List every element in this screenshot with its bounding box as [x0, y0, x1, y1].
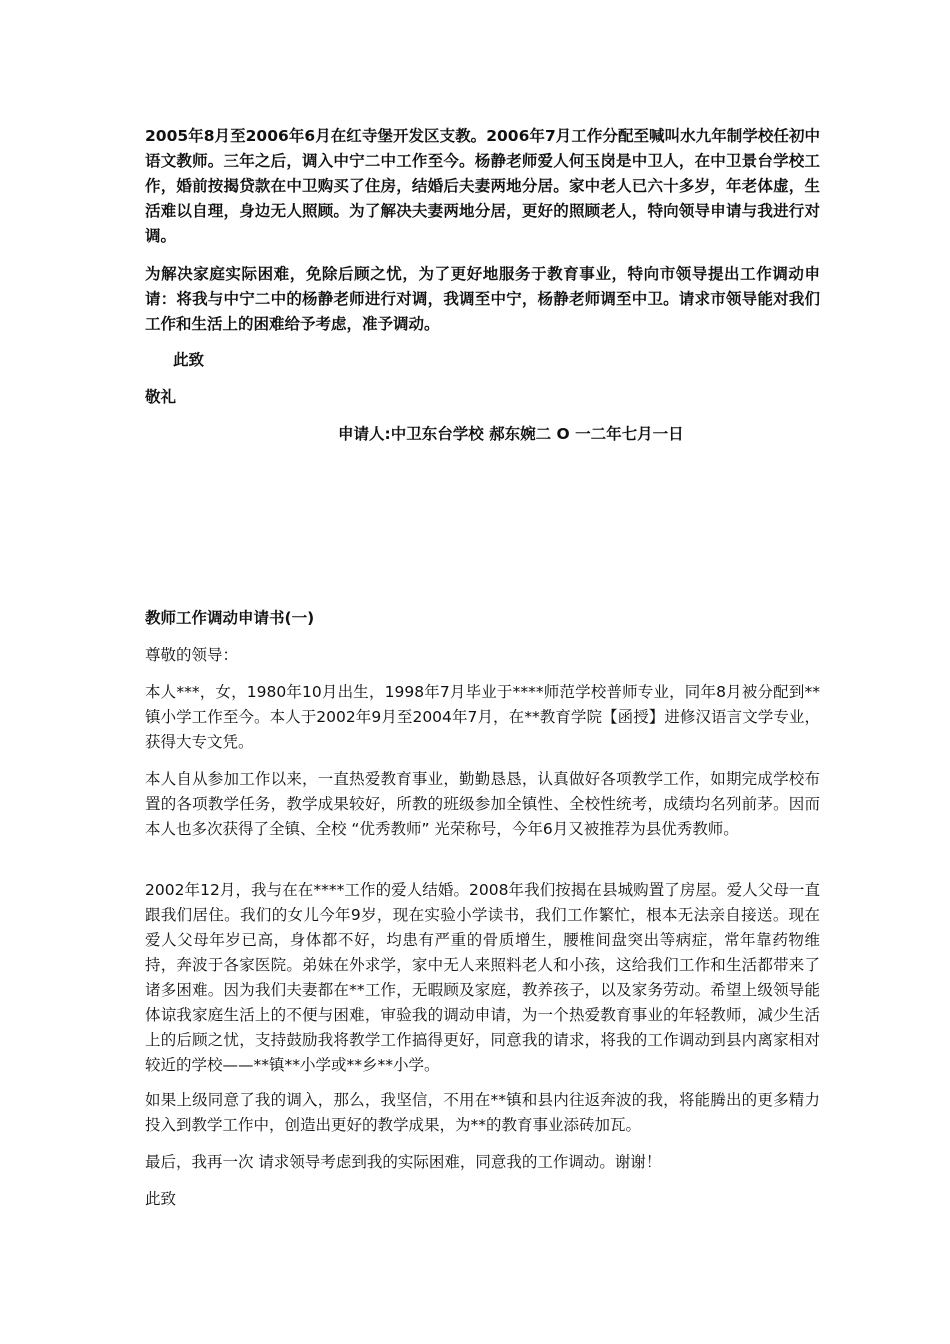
letter2-salutation: 尊敬的领导：: [145, 646, 239, 664]
letter1-paragraph-background: 2005年8月至2006年6月在红寺堡开发区支教。2006年7月工作分配至喊叫水九年制学校任初中语文教师。三年之后，调入中宁二中工作至今。杨静老师爱人何玉岗是中卫人，在中卫景台学校工作，婚前按揭贷款在中卫购买了住房，结婚后夫妻两地分居。家中老人已六十多岁，年老体虚，生活难以自理，身边无人照顾。为了解决夫妻两地分居，更好的照顾老人，特向领导申请与我进行对调。: [145, 127, 820, 245]
letter2-paragraph-commitment: 如果上级同意了我的调入，那么，我坚信，不用在**镇和县内往返奔波的我，将能腾出的更多精力投入到教学工作中，创造出更好的教学成果，为**的教育事业添砖加瓦。: [145, 1091, 820, 1134]
letter2-closing: 此致: [145, 1190, 177, 1208]
letter2-paragraph-family: 2002年12月，我与在在****工作的爱人结婚。2008年我们按揭在县城购置了房屋。爱人父母一直跟我们居住。我们的女儿今年9岁，现在实验小学读书，我们工作繁忙，根本无法亲自接送。现在爱人父母年岁已高，身体都不好，均患有严重的骨质增生，腰椎间盘突出等病症，常年靠药物维持，奔波于各家医院。弟妹在外求学，家中无人来照料老人和小孩，这给我们工作和生活都带来了诸多困难。因为我们夫妻都在**工作，无暇顾及家庭，教养孩子，以及家务劳动。希望上级领导能体谅我家庭生活上的不便与困难，审验我的调动申请，为一个热爱教育事业的年轻教师，减少生活上的后顾之忧，支持鼓励我将教学工作搞得更好，同意我的请求，将我的工作调动到县内离家相对较近的学校——**镇**小学或**乡**小学。: [145, 881, 820, 1074]
letter1-paragraph-request: 为解决家庭实际困难，免除后顾之忧，为了更好地服务于教育事业，特向市领导提出工作调动申请：将我与中宁二中的杨静老师进行对调，我调至中宁，杨静老师调至中卫。请求市领导能对我们工作和生活上的困难给予考虑，准予调动。: [145, 265, 820, 333]
letter2-paragraph-final: 最后，我再一次 请求领导考虑到我的实际困难，同意我的工作调动。谢谢！: [145, 1153, 662, 1171]
letter2-paragraph-intro: 本人***，女，1980年10月出生，1998年7月毕业于****师范学校普师专业，同年8月被分配到**镇小学工作至今。本人于2002年9月至2004年7月，在**教育学院【函授】进修汉语言文学专业，获得大专文凭。: [145, 683, 820, 751]
letter1-closing: 此致: [173, 351, 205, 369]
letter2-title: 教师工作调动申请书(一): [145, 609, 315, 627]
letter2-paragraph-achievements: 本人自从参加工作以来，一直热爱教育事业，勤勤恳恳，认真做好各项教学工作，如期完成学校布置的各项教学任务，教学成果较好，所教的班级参加全镇性、全校性统考，成绩均名列前茅。因而本人也多次获得了全镇、全校 “优秀教师” 光荣称号，今年6月又被推荐为县优秀教师。: [145, 770, 820, 838]
letter1-signature: 申请人:中卫东台学校 郝东婉二 O 一二年七月一日: [338, 425, 684, 443]
letter1-regards: 敬礼: [145, 388, 177, 406]
